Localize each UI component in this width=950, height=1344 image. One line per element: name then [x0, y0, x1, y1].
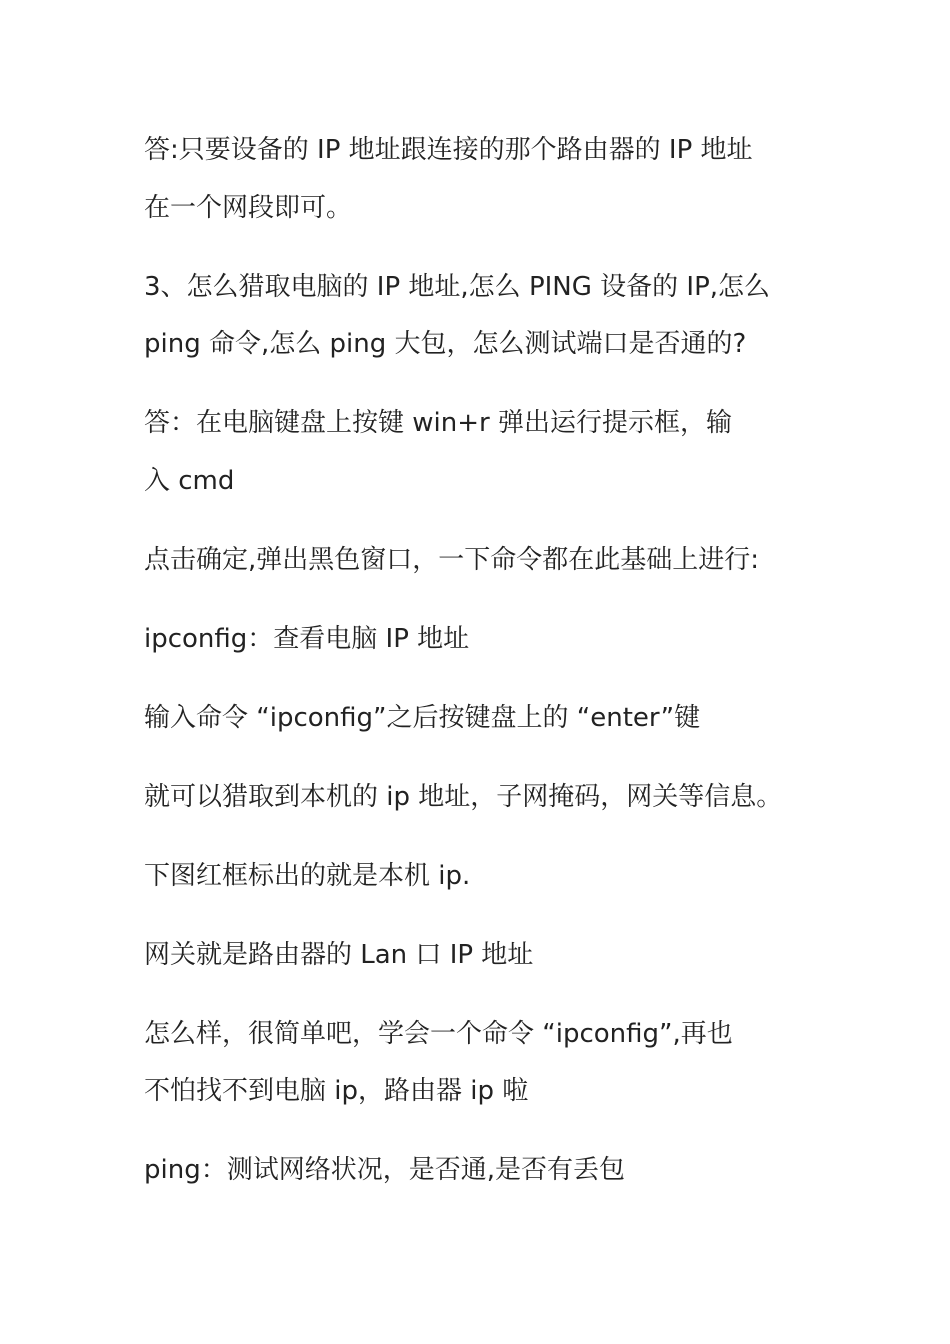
paragraph-red-box: 下图红框标出的就是本机 ip.	[144, 861, 471, 891]
paragraph-enter-command: 输入命令 “ipconfig”之后按键盘上的 “enter”键	[144, 703, 701, 733]
answer-line-2: 在一个网段即可。	[144, 193, 353, 223]
answer-line-1: 答:只要设备的 IP 地址跟连接的那个路由器的 IP 地址	[144, 135, 753, 165]
paragraph-confirm: 点击确定,弹出黑色窗口，一下命令都在此基础上进行:	[144, 545, 760, 575]
question-3-line-1: 3、怎么猎取电脑的 IP 地址,怎么 PING 设备的 IP,怎么	[144, 272, 771, 302]
paragraph-gateway: 网关就是路由器的 Lan 口 IP 地址	[144, 940, 534, 970]
paragraph-simple-line-1: 怎么样，很简单吧，学会一个命令 “ipconfig”,再也	[144, 1019, 733, 1049]
paragraph-ping: ping：测试网络状况，是否通,是否有丢包	[144, 1155, 625, 1185]
paragraph-get-ip: 就可以猎取到本机的 ip 地址，子网掩码，网关等信息。	[144, 782, 783, 812]
question-3-line-2: ping 命令,怎么 ping 大包，怎么测试端口是否通的?	[144, 329, 747, 359]
answer-3-line-2: 入 cmd	[144, 466, 235, 496]
paragraph-simple-line-2: 不怕找不到电脑 ip，路由器 ip 啦	[144, 1076, 529, 1106]
paragraph-ipconfig: ipconfig：查看电脑 IP 地址	[144, 624, 470, 654]
answer-3-line-1: 答：在电脑键盘上按键 win+r 弹出运行提示框，输	[144, 408, 732, 438]
